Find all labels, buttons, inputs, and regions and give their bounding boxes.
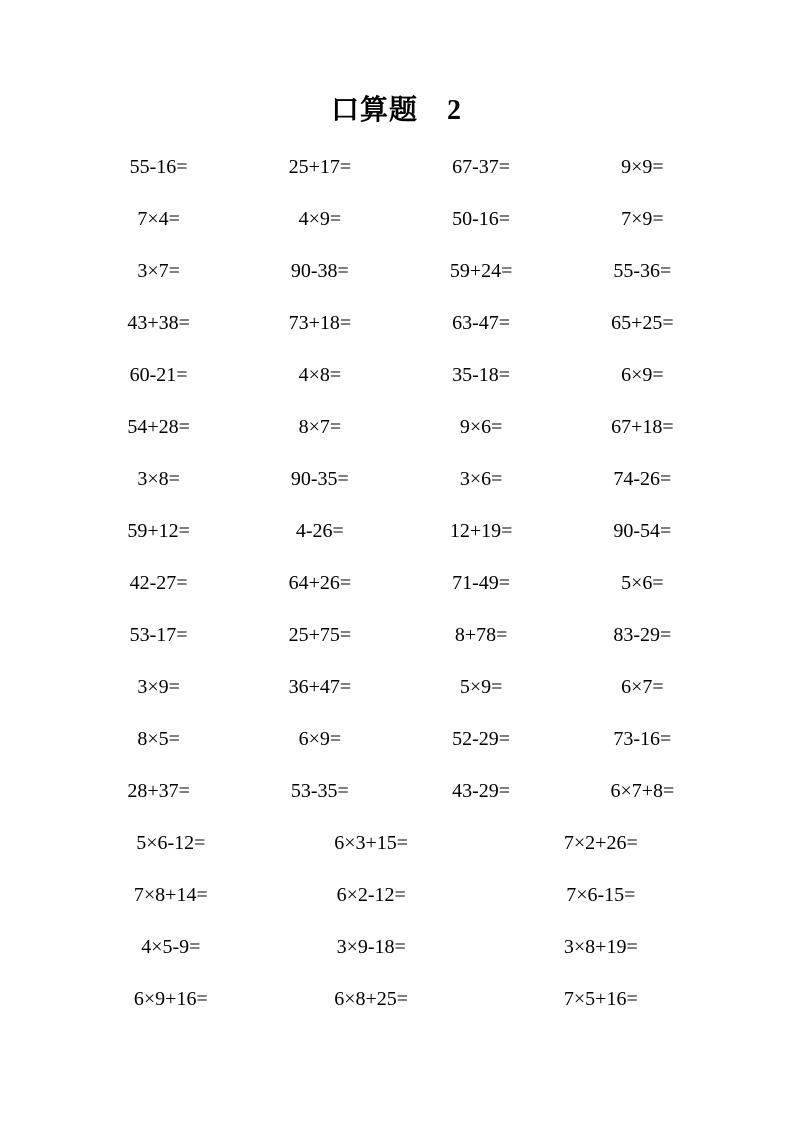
problem-row — [78, 505, 723, 557]
problem: 3×8= — [137, 467, 180, 490]
problem: 28+37= — [127, 779, 190, 802]
problem: 43-29= — [452, 779, 511, 802]
problem-row — [78, 349, 723, 401]
page-title: 口算题 2 — [330, 95, 462, 126]
problem: 3×7= — [137, 259, 180, 282]
problem-row — [78, 453, 723, 505]
problem: 3×9= — [137, 675, 180, 698]
problem: 6×7= — [621, 675, 664, 698]
problem: 6×9= — [621, 363, 664, 386]
problem: 3×9-18= — [336, 935, 406, 958]
problem: 25+17= — [288, 155, 352, 178]
problem: 55-36= — [613, 259, 672, 282]
problem: 7×6-15= — [566, 883, 636, 906]
problem: 42-27= — [129, 571, 188, 594]
problem: 6×3+15= — [334, 831, 409, 854]
problem: 83-29= — [613, 623, 672, 646]
problem: 7×4= — [137, 207, 180, 230]
problem: 3×8+19= — [563, 935, 638, 958]
problem: 9×6= — [459, 415, 503, 438]
problem: 60-21= — [129, 363, 188, 386]
problem-row — [78, 401, 723, 453]
problem: 5×6= — [621, 571, 664, 594]
problem: 90-38= — [290, 259, 349, 282]
problem-row — [78, 193, 723, 245]
problem: 6×9+16= — [133, 987, 208, 1010]
problem: 12+19= — [449, 519, 513, 542]
problem: 6×2-12= — [336, 883, 406, 906]
problem: 52-29= — [452, 727, 511, 750]
problem: 5×6-12= — [136, 831, 206, 854]
problem: 90-35= — [290, 467, 349, 490]
problem: 43+38= — [127, 311, 190, 334]
problem: 7×9= — [621, 207, 664, 230]
problem: 71-49= — [452, 571, 511, 594]
problem: 50-16= — [452, 207, 511, 230]
problem: 59+12= — [127, 519, 190, 542]
problem-row — [78, 557, 723, 609]
problem: 7×8+14= — [133, 883, 208, 906]
problem-row — [78, 661, 723, 713]
problem: 73-16= — [613, 727, 672, 750]
problem: 54+28= — [127, 415, 190, 438]
problem: 5×9= — [459, 675, 503, 698]
problem: 55-16= — [129, 155, 188, 178]
problem: 74-26= — [613, 467, 672, 490]
problem: 9×9= — [621, 155, 664, 178]
problem-row — [78, 297, 723, 349]
problem: 8+78= — [454, 623, 508, 646]
problem: 67-37= — [452, 155, 511, 178]
problem: 6×8+25= — [334, 987, 409, 1010]
problem-row — [78, 921, 723, 973]
problem-row — [78, 713, 723, 765]
problem-row — [78, 141, 723, 193]
problem: 64+26= — [288, 571, 352, 594]
problem-row — [78, 869, 723, 921]
problem: 35-18= — [452, 363, 511, 386]
problem: 7×5+16= — [563, 987, 638, 1010]
problem: 7×2+26= — [563, 831, 638, 854]
problem: 25+75= — [288, 623, 352, 646]
problem: 4-26= — [295, 519, 344, 542]
problem-row — [78, 973, 723, 1025]
problem-row — [78, 245, 723, 297]
problem-row — [78, 609, 723, 661]
problem-row — [78, 817, 723, 869]
problem: 73+18= — [288, 311, 352, 334]
problem: 6×7+8= — [610, 779, 675, 802]
problem: 4×9= — [298, 207, 342, 230]
problem: 67+18= — [611, 415, 674, 438]
problem: 53-17= — [129, 623, 188, 646]
problem: 4×5-9= — [141, 935, 201, 958]
problem: 6×9= — [298, 727, 342, 750]
problem: 36+47= — [288, 675, 352, 698]
problem: 90-54= — [613, 519, 672, 542]
problem: 8×5= — [137, 727, 180, 750]
problem: 53-35= — [290, 779, 349, 802]
problem: 59+24= — [449, 259, 513, 282]
problem-row — [78, 765, 723, 817]
problems-grid — [78, 141, 723, 1025]
problem: 65+25= — [611, 311, 674, 334]
problem: 63-47= — [452, 311, 511, 334]
problem: 8×7= — [298, 415, 342, 438]
problem: 4×8= — [298, 363, 342, 386]
problem: 3×6= — [459, 467, 503, 490]
